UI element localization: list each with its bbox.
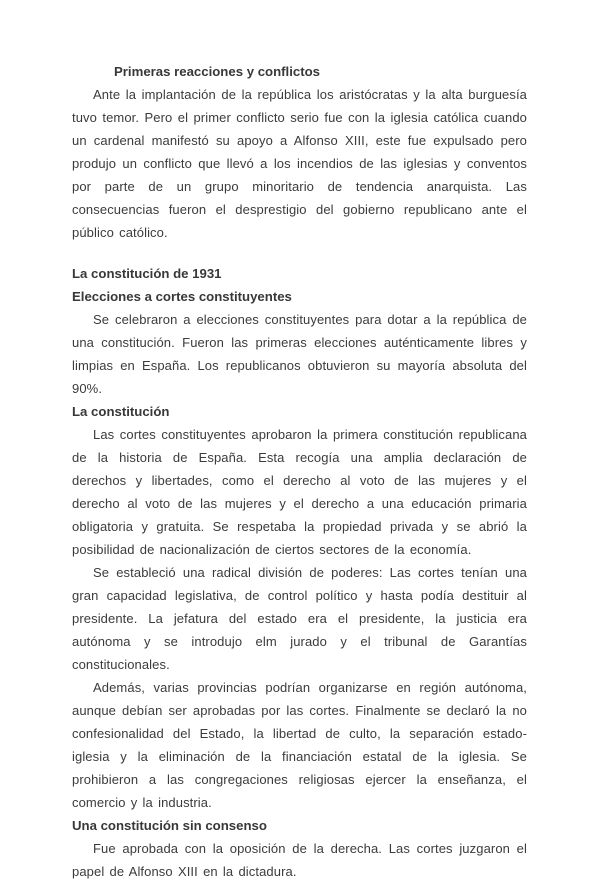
heading-la-constitucion: La constitución bbox=[72, 404, 170, 419]
heading-elecciones-cortes: Elecciones a cortes constituyentes bbox=[72, 289, 292, 304]
heading-primeras-reacciones: Primeras reacciones y conflictos bbox=[114, 64, 320, 79]
heading-constitucion-1931: La constitución de 1931 bbox=[72, 266, 222, 281]
paragraph-reacciones: Ante la implantación de la república los aristócratas y la alta burguesía tuvo temor. Pero el primer conflicto serio fue con la iglesia católica cuando un cardenal manifestó su apoyo a Alfonso XIII, este fue expulsado pero produjo un conflicto que llevó a los incendios de las iglesias y conventos por parte de un grupo minoritario de tendencia anarquista. Las consecuencias fueron el desprestigio del gobierno republicano ante el público católico. bbox=[72, 87, 527, 240]
paragraph-constitucion-1: Las cortes constituyentes aprobaron la primera constitución republicana de la historia de España. Esta recogía una amplia declaración de derechos y libertades, como el derecho al voto de las mujeres y el derecho al voto de las mujeres y el derecho a una educación primaria obligatoria y gratuita. Se respetaba la propiedad privada y se abrió la posibilidad de nacionalización de ciertos sectores de la economía. bbox=[72, 427, 527, 557]
heading-sin-consenso: Una constitución sin consenso bbox=[72, 818, 267, 833]
paragraph-constitucion-2: Se estableció una radical división de poderes: Las cortes tenían una gran capacidad legislativa, de control político y hasta podía destituir al presidente. La jefatura del estado era el presidente, la justicia era autónoma y se introdujo elm jurado y el tribunal de Garantías constitucionales. bbox=[72, 565, 527, 672]
paragraph-constitucion-3: Además, varias provincias podrían organizarse en región autónoma, aunque debían ser aprobadas por las cortes. Finalmente se declaró la no confesionalidad del Estado, la libertad de culto, la separación estado-iglesia y la eliminación de la financiación estatal de la iglesia. Se prohibieron a las congregaciones religiosas ejercer la enseñanza, el comercio y la industria. bbox=[72, 680, 527, 810]
paragraph-consenso: Fue aprobada con la oposición de la derecha. Las cortes juzgaron el papel de Alfonso XIII en la dictadura. bbox=[72, 841, 527, 879]
paragraph-elecciones: Se celebraron a elecciones constituyentes para dotar a la república de una constitución. Fueron las primeras elecciones auténticamente libres y limpias en España. Los republicanos obtuvieron su mayoría absoluta del 90%. bbox=[72, 312, 527, 396]
